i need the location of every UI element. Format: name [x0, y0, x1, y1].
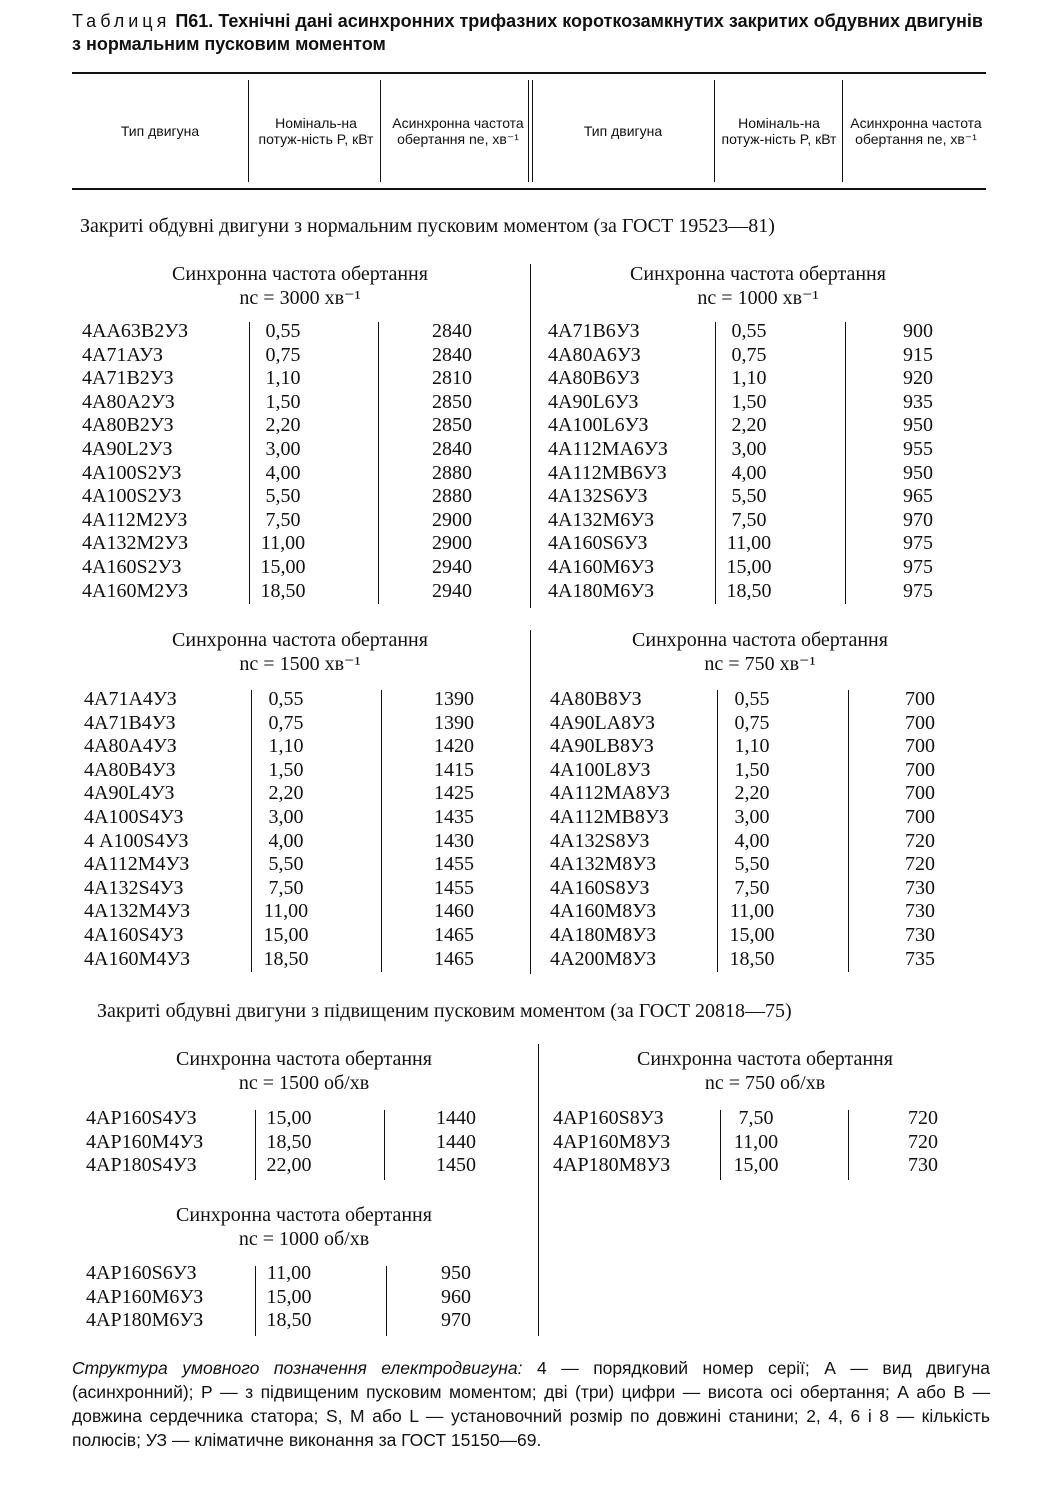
group-title: Синхронна частота обертання	[176, 1204, 432, 1226]
rotation-speed: 720	[908, 1130, 938, 1153]
rotation-speed: 970	[903, 508, 933, 531]
motor-type: 4А180М6УЗ	[548, 579, 655, 602]
table-row	[84, 806, 504, 830]
power-kw: 3,00	[268, 805, 304, 828]
power-kw: 15,00	[733, 1154, 779, 1177]
table-row	[82, 556, 502, 580]
rotation-speed: 700	[905, 782, 935, 805]
table-row	[86, 1154, 506, 1178]
table-row	[86, 1309, 506, 1333]
rotation-speed: 1440	[436, 1107, 476, 1129]
column-divider	[249, 322, 250, 604]
motor-table-r750	[553, 1107, 973, 1178]
rotation-speed: 965	[903, 485, 933, 508]
power-kw: 15,00	[266, 1285, 312, 1308]
table-row	[553, 1131, 973, 1155]
group-header-r1500	[84, 1047, 524, 1095]
table-row	[84, 830, 504, 854]
group-freq: nс = 750 хв⁻¹	[704, 653, 816, 675]
power-kw: 1,10	[731, 367, 767, 390]
note-lead: Структура умовного позначення електродвигуна:	[72, 1358, 523, 1378]
motor-type: 4А90LВ8УЗ	[550, 735, 654, 758]
motor-table-1000	[548, 320, 968, 603]
rotation-speed: 1460	[434, 900, 474, 923]
table-row	[550, 782, 970, 806]
rotation-speed: 960	[441, 1285, 471, 1308]
power-kw: 2,20	[731, 414, 767, 437]
table-row	[550, 735, 970, 759]
table-row	[548, 532, 968, 556]
power-kw: 0,75	[265, 343, 301, 366]
column-divider	[255, 1266, 256, 1336]
power-kw: 18,50	[260, 579, 306, 602]
table-row	[548, 414, 968, 438]
power-kw: 4,00	[731, 461, 767, 484]
table-row	[548, 344, 968, 368]
motor-type: 4АР180S4УЗ	[86, 1154, 197, 1177]
power-kw: 2,20	[268, 782, 304, 805]
header-power: Номіналь-на потуж-ність P, кВт	[258, 115, 374, 147]
column-header	[72, 72, 986, 190]
motor-type: 4А90L4УЗ	[84, 782, 175, 805]
rotation-speed: 2810	[432, 367, 472, 390]
power-kw: 1,10	[268, 735, 304, 758]
power-kw: 11,00	[266, 1262, 312, 1284]
table-row	[550, 924, 970, 948]
rotation-speed: 2850	[432, 414, 472, 437]
motor-type: 4А71А4УЗ	[84, 688, 177, 710]
power-kw: 4,00	[734, 829, 770, 852]
power-kw: 18,50	[266, 1130, 312, 1153]
rotation-speed: 735	[905, 947, 935, 970]
power-kw: 2,20	[734, 782, 770, 805]
rotation-speed: 1455	[434, 853, 474, 876]
power-kw: 11,00	[733, 1130, 779, 1153]
power-kw: 7,50	[738, 1107, 774, 1129]
header-divider	[842, 80, 843, 182]
table-caption	[72, 10, 992, 56]
motor-type: 4А112М2УЗ	[82, 508, 188, 531]
power-kw: 15,00	[729, 923, 775, 946]
motor-type: 4А132S8УЗ	[550, 829, 650, 852]
header-divider	[714, 80, 715, 182]
rotation-speed: 700	[905, 758, 935, 781]
rotation-speed: 2880	[432, 461, 472, 484]
group-freq: nс = 3000 хв⁻¹	[239, 287, 361, 309]
rotation-speed: 700	[905, 805, 935, 828]
power-kw: 5,50	[268, 853, 304, 876]
motor-type: 4А160S8УЗ	[550, 876, 650, 899]
table-row	[86, 1286, 506, 1310]
table-row	[84, 782, 504, 806]
power-kw: 4,00	[265, 461, 301, 484]
table-row	[548, 462, 968, 486]
power-kw: 0,75	[734, 711, 770, 734]
motor-type: 4АР180М8УЗ	[553, 1154, 671, 1177]
table-row	[86, 1107, 506, 1131]
header-type: Тип двигуна	[583, 123, 663, 139]
group-header-3000	[80, 262, 520, 310]
motor-type: 4А112МВ8УЗ	[550, 805, 669, 828]
rotation-speed: 2850	[432, 390, 472, 413]
header-power: Номіналь-на потуж-ність P, кВт	[721, 115, 837, 147]
rotation-speed: 1455	[434, 876, 474, 899]
power-kw: 2,20	[265, 414, 301, 437]
table-row	[82, 344, 502, 368]
motor-type: 4А180М8УЗ	[550, 923, 657, 946]
table-row	[84, 877, 504, 901]
rotation-speed: 950	[903, 414, 933, 437]
table-row	[548, 485, 968, 509]
group-title: Синхронна частота обертання	[637, 1048, 893, 1070]
power-kw: 7,50	[268, 876, 304, 899]
rotation-speed: 1390	[434, 688, 474, 710]
rotation-speed: 1430	[434, 829, 474, 852]
motor-type: 4А112МА6УЗ	[548, 437, 668, 460]
power-kw: 18,50	[263, 947, 309, 970]
motor-type: 4А71В2УЗ	[82, 367, 174, 390]
rotation-speed: 2840	[432, 437, 472, 460]
group-title: Синхронна частота обертання	[172, 263, 428, 285]
table-row	[84, 735, 504, 759]
header-divider	[532, 80, 533, 182]
power-kw: 3,00	[731, 437, 767, 460]
table-row	[550, 688, 970, 712]
center-divider	[538, 1044, 539, 1336]
power-kw: 0,75	[731, 343, 767, 366]
column-divider	[845, 322, 846, 604]
rotation-speed: 935	[903, 390, 933, 413]
table-row	[82, 485, 502, 509]
motor-type: 4А112М4УЗ	[84, 853, 190, 876]
table-row	[84, 853, 504, 877]
rotation-speed: 730	[905, 923, 935, 946]
group-freq: nс = 1000 хв⁻¹	[697, 287, 819, 309]
center-divider	[530, 630, 531, 974]
group-header-1500	[80, 628, 520, 676]
header-divider	[528, 80, 529, 182]
motor-table-1500	[84, 688, 504, 971]
power-kw: 7,50	[734, 876, 770, 899]
group-freq: nс = 750 об/хв	[704, 1072, 826, 1094]
rotation-speed: 2940	[432, 555, 472, 578]
motor-type: 4А71В6УЗ	[548, 320, 640, 342]
motor-type: 4АР160S6УЗ	[86, 1262, 197, 1284]
motor-type: 4А132М6УЗ	[548, 508, 655, 531]
power-kw: 0,55	[731, 320, 767, 342]
motor-type: 4А90L6УЗ	[548, 390, 639, 413]
rotation-speed: 2840	[432, 343, 472, 366]
table-row	[82, 462, 502, 486]
table-row	[548, 367, 968, 391]
rotation-speed: 2900	[432, 532, 472, 555]
power-kw: 18,50	[726, 579, 772, 602]
motor-type: 4А71АУЗ	[82, 343, 164, 366]
power-kw: 0,55	[268, 688, 304, 710]
group-freq: nс = 1000 об/хв	[238, 1228, 370, 1250]
group-title: Синхронна частота обертання	[632, 629, 888, 651]
power-kw: 15,00	[726, 555, 772, 578]
motor-type: 4АА63В2УЗ	[82, 320, 189, 342]
rotation-speed: 1465	[434, 947, 474, 970]
table-row	[82, 580, 502, 604]
power-kw: 11,00	[729, 900, 775, 923]
table-row	[550, 759, 970, 783]
table-row	[84, 688, 504, 712]
motor-type: 4А80В4УЗ	[84, 758, 176, 781]
rotation-speed: 900	[903, 320, 933, 342]
table-row	[548, 438, 968, 462]
table-row	[548, 509, 968, 533]
motor-type: 4А160S6УЗ	[548, 532, 648, 555]
table-row	[84, 900, 504, 924]
group-title: Синхронна частота обертання	[176, 1048, 432, 1070]
rotation-speed: 1465	[434, 923, 474, 946]
column-divider	[715, 322, 716, 604]
rotation-speed: 1440	[436, 1130, 476, 1153]
power-kw: 1,10	[265, 367, 301, 390]
rotation-speed: 720	[905, 853, 935, 876]
rotation-speed: 950	[441, 1262, 471, 1284]
power-kw: 5,50	[265, 485, 301, 508]
table-row	[84, 759, 504, 783]
group-freq: nс = 1500 об/хв	[238, 1072, 370, 1094]
motor-type: 4А80В8УЗ	[550, 688, 642, 710]
table-row	[82, 367, 502, 391]
motor-type: 4А132М2УЗ	[82, 532, 189, 555]
motor-table-3000	[82, 320, 502, 603]
column-divider	[386, 1266, 387, 1336]
motor-type: 4АР160М4УЗ	[86, 1130, 204, 1153]
rotation-speed: 955	[903, 437, 933, 460]
column-divider	[255, 1110, 256, 1180]
column-divider	[251, 690, 252, 972]
rotation-speed: 720	[905, 829, 935, 852]
table-row	[84, 924, 504, 948]
motor-type: 4А132S4УЗ	[84, 876, 184, 899]
power-kw: 22,00	[266, 1154, 312, 1177]
power-kw: 0,55	[734, 688, 770, 710]
column-divider	[717, 690, 718, 972]
power-kw: 5,50	[731, 485, 767, 508]
rotation-speed: 2840	[432, 320, 472, 342]
rotation-speed: 975	[903, 579, 933, 602]
group-freq: nс = 1500 хв⁻¹	[239, 653, 361, 675]
table-row	[550, 853, 970, 877]
motor-type: 4А132S6УЗ	[548, 485, 648, 508]
rotation-speed: 700	[905, 711, 935, 734]
motor-type: 4А160М6УЗ	[548, 555, 655, 578]
motor-type: 4А160S4УЗ	[84, 923, 184, 946]
motor-type: 4А160М2УЗ	[82, 579, 189, 602]
table-row	[550, 900, 970, 924]
table-row	[82, 414, 502, 438]
motor-type: 4А112МА8УЗ	[550, 782, 670, 805]
rotation-speed: 1390	[434, 711, 474, 734]
table-row	[82, 438, 502, 462]
table-row	[550, 877, 970, 901]
table-row	[86, 1131, 506, 1155]
group-header-750	[540, 628, 980, 676]
motor-type: 4АР160М6УЗ	[86, 1285, 204, 1308]
power-kw: 15,00	[260, 555, 306, 578]
power-kw: 1,10	[734, 735, 770, 758]
section-raised-title: Закриті обдувні двигуни з підвищеним пусковим моментом (за ГОСТ 20818—75)	[97, 1000, 792, 1022]
motor-type: 4А100S4УЗ	[84, 805, 184, 828]
power-kw: 11,00	[260, 532, 306, 555]
column-divider	[848, 1110, 849, 1180]
caption-number: П61.	[175, 11, 214, 31]
power-kw: 4,00	[268, 829, 304, 852]
motor-type: 4АР160М8УЗ	[553, 1130, 671, 1153]
rotation-speed: 730	[908, 1154, 938, 1177]
center-divider	[530, 264, 531, 608]
rotation-speed: 700	[905, 688, 935, 710]
rotation-speed: 700	[905, 735, 935, 758]
power-kw: 15,00	[266, 1107, 312, 1129]
column-divider	[378, 322, 379, 604]
motor-type: 4А132М8УЗ	[550, 853, 657, 876]
motor-type: 4А80В6УЗ	[548, 367, 640, 390]
note-text: 4 — порядковий номер серії; А — вид двигуна (асинхронний); Р — з підвищеним пусковим моментом; дві (три) цифри — висота осі обертання; А або В — довжина сердечника статора; S, M або L — установочний розмір по довжині станини; 2, 4, 6 і 8 — кількість полюсів; УЗ — кліматичне виконання за ГОСТ 15150—69.	[72, 1358, 990, 1450]
power-kw: 0,55	[265, 320, 301, 342]
column-divider	[384, 1110, 385, 1180]
table-row	[548, 320, 968, 344]
power-kw: 11,00	[263, 900, 309, 923]
designation-note	[72, 1356, 990, 1452]
table-row	[553, 1107, 973, 1131]
motor-table-750	[550, 688, 970, 971]
power-kw: 5,50	[734, 853, 770, 876]
motor-table-r1500	[86, 1107, 506, 1178]
group-header-r750	[545, 1047, 985, 1095]
rotation-speed: 2940	[432, 579, 472, 602]
power-kw: 3,00	[265, 437, 301, 460]
rotation-speed: 970	[441, 1309, 471, 1332]
power-kw: 7,50	[265, 508, 301, 531]
group-header-1000	[538, 262, 978, 310]
group-title: Синхронна частота обертання	[172, 629, 428, 651]
table-row	[84, 712, 504, 736]
power-kw: 18,50	[266, 1309, 312, 1332]
motor-type: 4А100L8УЗ	[550, 758, 651, 781]
table-row	[550, 806, 970, 830]
motor-type: 4А90L2УЗ	[82, 437, 173, 460]
table-row	[82, 532, 502, 556]
table-row	[553, 1154, 973, 1178]
motor-type: 4А112МВ6УЗ	[548, 461, 667, 484]
rotation-speed: 730	[905, 900, 935, 923]
header-divider	[380, 80, 381, 182]
table-row	[548, 580, 968, 604]
power-kw: 7,50	[731, 508, 767, 531]
group-title: Синхронна частота обертання	[630, 263, 886, 285]
rotation-speed: 920	[903, 367, 933, 390]
table-row	[550, 830, 970, 854]
motor-type: 4А100S2УЗ	[82, 461, 182, 484]
power-kw: 1,50	[731, 390, 767, 413]
rotation-speed: 1435	[434, 805, 474, 828]
header-type: Тип двигуна	[120, 123, 200, 139]
table-row	[548, 391, 968, 415]
caption-title: Технічні дані асинхронних трифазних короткозамкнутих закритих обдувних двигунів з нормальним пусковим моментом	[72, 11, 983, 54]
header-divider	[248, 80, 249, 182]
power-kw: 0,75	[268, 711, 304, 734]
section-normal-title: Закриті обдувні двигуни з нормальним пусковим моментом (за ГОСТ 19523—81)	[80, 215, 775, 237]
motor-type: 4АР180М6УЗ	[86, 1309, 204, 1332]
power-kw: 1,50	[734, 758, 770, 781]
rotation-speed: 975	[903, 532, 933, 555]
rotation-speed: 720	[908, 1107, 938, 1129]
column-divider	[848, 690, 849, 972]
table-row	[82, 320, 502, 344]
column-divider	[381, 690, 382, 972]
motor-type: 4А80А2УЗ	[82, 390, 175, 413]
power-kw: 3,00	[734, 805, 770, 828]
motor-type: 4А160S2УЗ	[82, 555, 182, 578]
motor-type: 4А71В4УЗ	[84, 711, 176, 734]
power-kw: 1,50	[265, 390, 301, 413]
power-kw: 1,50	[268, 758, 304, 781]
motor-type: 4А80А4УЗ	[84, 735, 177, 758]
motor-type: 4А200М8УЗ	[550, 947, 657, 970]
table-row	[550, 712, 970, 736]
motor-table-r1000	[86, 1262, 506, 1333]
motor-type: 4А90LА8УЗ	[550, 711, 656, 734]
table-row	[550, 948, 970, 972]
rotation-speed: 1425	[434, 782, 474, 805]
power-kw: 18,50	[729, 947, 775, 970]
motor-type: 4 А100S4УЗ	[84, 829, 189, 852]
motor-type: 4А160М4УЗ	[84, 947, 191, 970]
rotation-speed: 2900	[432, 508, 472, 531]
motor-type: 4А100S2УЗ	[82, 485, 182, 508]
rotation-speed: 1450	[436, 1154, 476, 1177]
table-row	[84, 948, 504, 972]
header-speed: Асинхронна частота обертання nе, хв⁻¹	[392, 115, 524, 147]
motor-type: 4А80В2УЗ	[82, 414, 174, 437]
rotation-speed: 2880	[432, 485, 472, 508]
rotation-speed: 730	[905, 876, 935, 899]
rotation-speed: 1415	[434, 758, 474, 781]
motor-type: 4А80А6УЗ	[548, 343, 641, 366]
motor-type: 4АР160S8УЗ	[553, 1107, 664, 1129]
motor-type: 4А132М4УЗ	[84, 900, 191, 923]
motor-type: 4А100L6УЗ	[548, 414, 649, 437]
motor-type: 4А160М8УЗ	[550, 900, 657, 923]
group-header-r1000	[84, 1203, 524, 1251]
table-row	[86, 1262, 506, 1286]
table-row	[82, 391, 502, 415]
rotation-speed: 915	[903, 343, 933, 366]
rotation-speed: 1420	[434, 735, 474, 758]
table-row	[548, 556, 968, 580]
motor-type: 4АР160S4УЗ	[86, 1107, 197, 1129]
caption-prefix: Таблиця	[72, 11, 171, 31]
power-kw: 15,00	[263, 923, 309, 946]
table-row	[82, 509, 502, 533]
column-divider	[720, 1110, 721, 1180]
rotation-speed: 975	[903, 555, 933, 578]
rotation-speed: 950	[903, 461, 933, 484]
power-kw: 11,00	[726, 532, 772, 555]
header-speed: Асинхронна частота обертання nе, хв⁻¹	[850, 115, 982, 147]
